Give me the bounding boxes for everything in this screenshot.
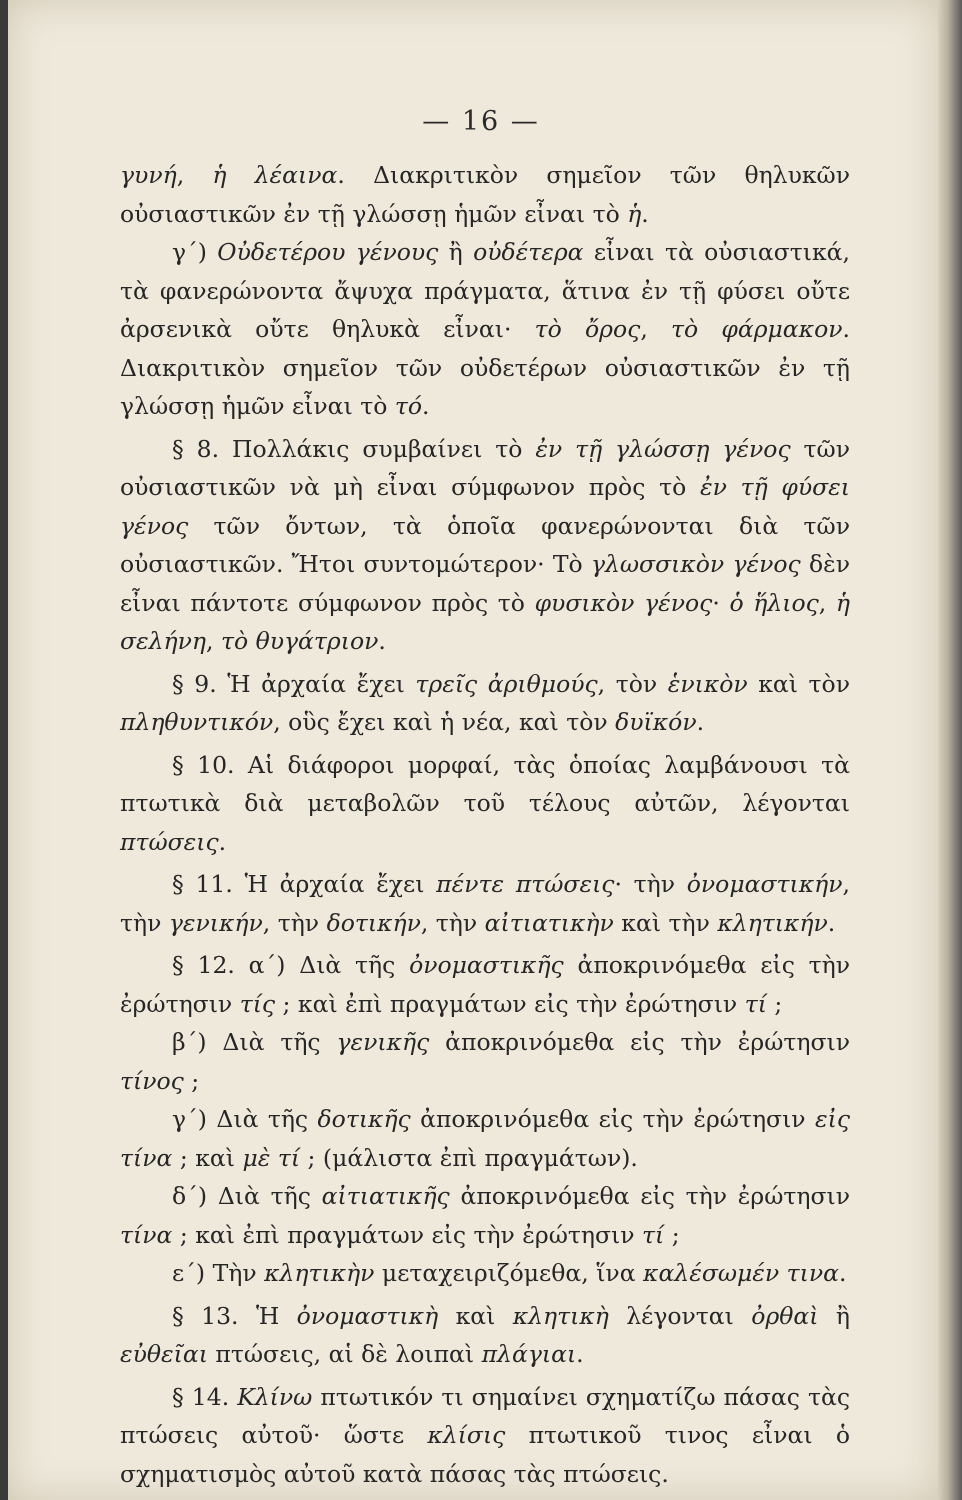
paragraph: ε΄) Τὴν κλητικὴν μεταχειριζόμεθα, ἵνα καλέσωμέν τινα. — [172, 1259, 847, 1287]
paragraph: § 12. α΄) Διὰ τῆς ὀνομαστικῆς ἀποκρινόμεθα εἰς τὴν ἐρώτησιν τίς ; καὶ ἐπὶ πραγμάτων εἰς τὴν ἐρώτησιν τί ; — [120, 951, 851, 1018]
paragraph: § 13. Ἡ ὀνομαστικὴ καὶ κλητικὴ λέγονται ὀρθαὶ ἢ εὐθεῖαι πτώσεις, αἱ δὲ λοιπαὶ πλάγιαι. — [120, 1301, 850, 1368]
page-number: — 16 — — [422, 106, 540, 137]
paragraph: γ΄) Διὰ τῆς δοτικῆς ἀποκρινόμεθα εἰς τὴν ἐρώτησιν εἰς τίνα ; καὶ μὲ τί ; (μάλιστα ἐπὶ πραγμάτων). — [120, 1105, 851, 1172]
paragraph: δ΄) Διὰ τῆς αἰτιατικῆς ἀποκρινόμεθα εἰς τὴν ἐρώτησιν τίνα ; καὶ ἐπὶ πραγμάτων εἰς τὴν ἐρώτησιν τί ; — [120, 1182, 850, 1249]
page-edge — [938, 0, 962, 1500]
paragraph: § 14. Κλίνω πτωτικόν τι σημαίνει σχηματίζω πάσας τὰς πτώσεις αὐτοῦ· ὥστε κλίσις πτωτικοῦ τινος εἶναι ὁ σχηματισμὸς αὐτοῦ κατὰ πάσας τὰς πτώσεις. — [120, 1382, 850, 1488]
paragraph: β΄) Διὰ τῆς γενικῆς ἀποκρινόμεθα εἰς τὴν ἐρώτησιν τίνος ; — [120, 1028, 850, 1095]
paragraph: § 11. Ἡ ἀρχαία ἔχει πέντε πτώσεις· τὴν ὀνομαστικήν, τὴν γενικήν, τὴν δοτικήν, τὴν αἰτιατικὴν καὶ τὴν κλητικήν. — [120, 870, 850, 937]
paragraph: γ΄) Οὐδετέρου γένους ἢ οὐδέτερα εἶναι τὰ οὐσιαστικά, τὰ φανερώνοντα ἄψυχα πράγματα, ἅτινα ἐν τῇ φύσει οὔτε ἀρσενικὰ οὔτε θηλυκὰ εἶναι· τὸ ὄρος, τὸ φάρμακον. Διακριτικὸν σημεῖον τῶν οὐδετέρων οὐσιαστικῶν ἐν τῇ γλώσσῃ ἡμῶν εἶναι τὸ τό. — [120, 238, 850, 420]
paragraph: § 10. Αἱ διάφοροι μορφαί, τὰς ὁποίας λαμβάνουσι τὰ πτωτικὰ διὰ μεταβολῶν τοῦ τέλους αὐτῶν, λέγονται πτώσεις. — [120, 750, 850, 856]
paragraph: § 8. Πολλάκις συμβαίνει τὸ ἐν τῇ γλώσσῃ γένος τῶν οὐσιαστικῶν νὰ μὴ εἶναι σύμφωνον πρὸς τὸ ἐν τῇ φύσει γένος τῶν ὄντων, τὰ ὁποῖα φανερώνονται διὰ τῶν οὐσιαστικῶν. Ἤτοι συντομώτερον· Τὸ γλωσσικὸν γένος δὲν εἶναι πάντοτε σύμφωνον πρὸς τὸ φυσικὸν γένος· ὁ ἥλιος, ἡ σελήνη, τὸ θυγάτριον. — [120, 434, 851, 655]
paragraph: § 9. Ἡ ἀρχαία ἔχει τρεῖς ἀριθμούς, τὸν ἑνικὸν καὶ τὸν πληθυντικόν, οὓς ἔχει καὶ ἡ νέα, καὶ τὸν δυϊκόν. — [120, 669, 850, 736]
paragraph: γυνή, ἡ λέαινα. Διακριτικὸν σημεῖον τῶν θηλυκῶν οὐσιαστικῶν ἐν τῇ γλώσσῃ ἡμῶν εἶναι τὸ ἡ. — [120, 161, 850, 228]
page-body — [120, 156, 850, 1493]
